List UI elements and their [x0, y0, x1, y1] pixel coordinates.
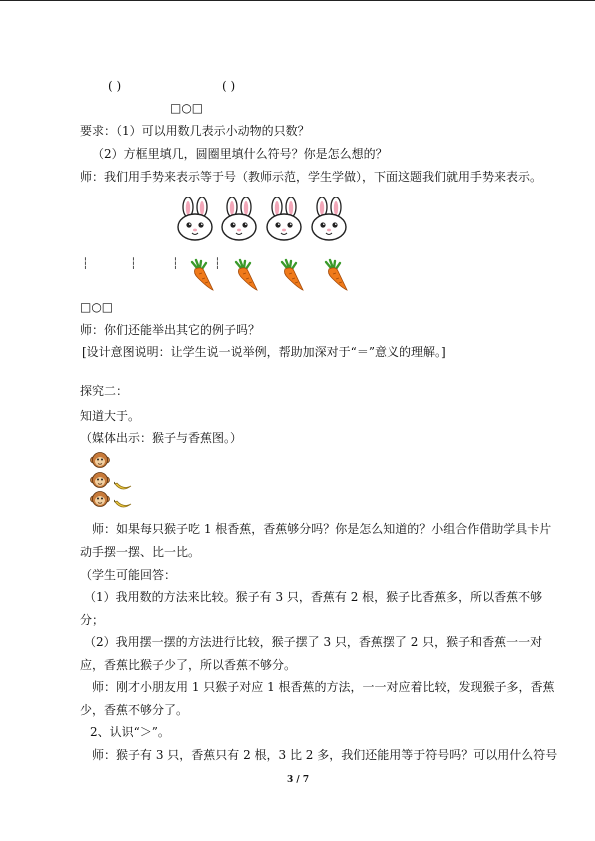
media-note: （媒体出示：猴子与香蕉图。） [80, 431, 243, 445]
carrot-icon [276, 258, 306, 292]
rabbit-icon [265, 197, 303, 241]
dash-3: ┆ [172, 257, 179, 270]
dash-2: ┆ [130, 257, 137, 270]
student-answer-intro: （学生可能回答： [80, 568, 177, 582]
carrot-icon [230, 258, 260, 292]
symbol-boxes-2: □○□ [80, 300, 114, 314]
monkey-icon [90, 490, 110, 508]
section-title: 探究二： [80, 384, 129, 398]
answer-1b: 分； [80, 613, 105, 627]
dash-4: ┆ [214, 257, 221, 270]
carrot-icon [186, 258, 216, 292]
teacher-line-4b: 少，香蕉不够分了。 [80, 703, 189, 717]
carrot-icon [320, 258, 350, 292]
rabbit-icon [220, 197, 258, 241]
answer-1a: （1）我用数的方法来比较。猴子有 3 只，香蕉有 2 根，猴子比香蕉多，所以香蕉不够 [84, 590, 543, 604]
teacher-line-2: 师：你们还能举出其它的例子吗？ [80, 323, 261, 337]
symbol-boxes-1: □○□ [170, 101, 204, 115]
dash-1: ┆ [82, 257, 89, 270]
banana-icon [114, 477, 132, 489]
rabbit-icon [310, 197, 348, 241]
monkey-icon [90, 471, 110, 489]
teacher-line-4a: 师：刚才小朋友用 1 只猴子对应 1 根香蕉的方法，一一对应着比较，发现猴子多，香蕉 [92, 680, 555, 694]
banana-icon [114, 495, 132, 507]
item-2: 2、认识“＞”。 [90, 725, 170, 739]
teacher-line-1: 师：我们用手势来表示等于号（教师示范，学生学做），下面这题我们就用手势来表示。 [80, 170, 543, 184]
teacher-line-5: 师：猴子有 3 只，香蕉只有 2 根，3 比 2 多，我们还能用等于符号吗？可以用什么符号 [92, 748, 558, 762]
page-top-border [0, 0, 595, 1]
monkey-icon [90, 451, 110, 469]
blank-right: ( ) [222, 79, 236, 93]
requirement-1: 要求：（1）可以用数几表示小动物的只数？ [80, 124, 310, 138]
page-number: 3 / 7 [287, 775, 310, 785]
teacher-line-3b: 动手摆一摆、比一比。 [80, 545, 201, 559]
teacher-line-3a: 师：如果每只猴子吃 1 根香蕉，香蕉够分吗？你是怎么知道的？小组合作借助学具卡片 [92, 522, 552, 536]
answer-2a: （2）我用摆一摆的方法进行比较，猴子摆了 3 只，香蕉摆了 2 只，猴子和香蕉一一对 [84, 635, 543, 649]
know-greater: 知道大于。 [80, 409, 141, 423]
answer-2b: 应，香蕉比猴子少了，所以香蕉不够分。 [80, 658, 297, 672]
design-note: [设计意图说明：让学生说一说举例，帮助加深对于“＝”意义的理解。] [82, 345, 446, 359]
requirement-2: （2）方框里填几，圆圈里填什么符号？你是怎么想的？ [92, 147, 388, 161]
rabbit-icon [176, 197, 214, 241]
blank-left: ( ) [108, 79, 122, 93]
